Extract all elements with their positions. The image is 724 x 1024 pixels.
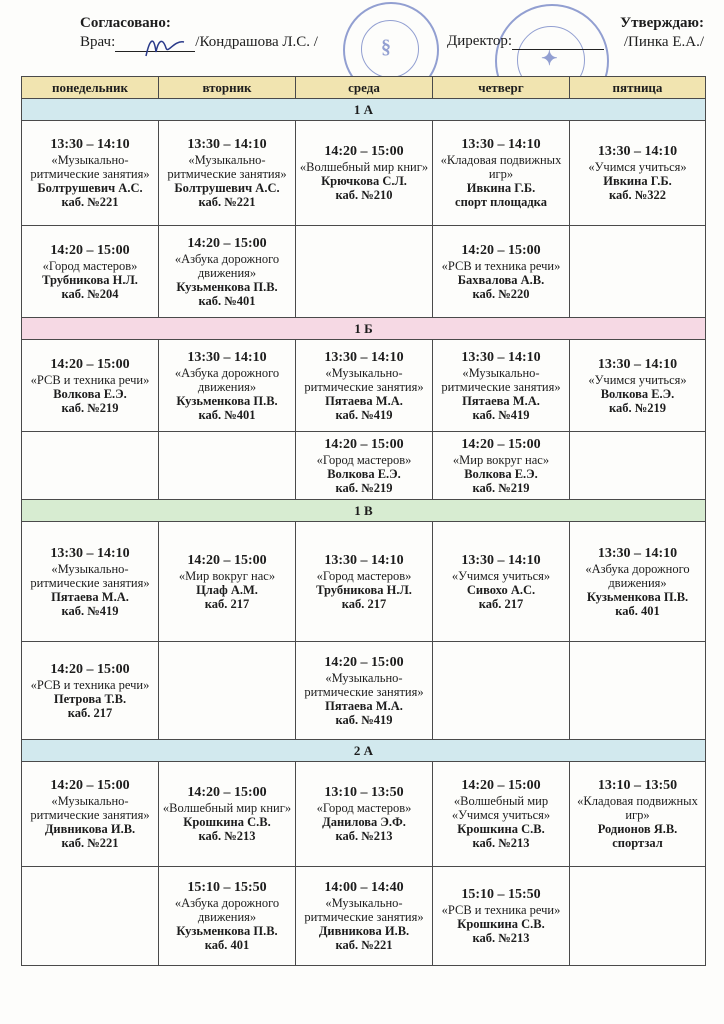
lesson-cell [22,522,159,642]
lesson-name: «Музыкально-ритмические занятия» [304,365,424,394]
lesson-cell [296,642,433,740]
lesson-name: «Музыкально-ритмические занятия» [30,153,150,181]
teacher-name: Кузьменкова П.В. [176,279,278,294]
room-number: каб. №221 [61,836,119,850]
lesson-name: «Волшебный мир книг» [162,801,292,815]
lesson-cell [570,762,706,867]
lesson-cell [22,121,159,226]
empty-cell [296,226,433,318]
lesson-time: 14:20 – 15:00 [187,235,267,251]
room-number: каб. №219 [61,400,119,415]
lesson-name: «Волшебный мир книг» [299,160,429,174]
room-number: каб. №213 [472,931,530,945]
teacher-name: Петрова Т.В. [53,691,127,706]
lesson-name: «Мир вокруг нас» [452,452,550,467]
teacher-name: Волкова Е.Э. [464,466,538,481]
lesson-cell [296,121,433,226]
schedule-row [22,762,706,867]
teacher-name: Ивкина Г.Б. [466,181,536,195]
room-number: каб. 217 [478,596,524,611]
teacher-name: Пятаева М.А. [325,393,403,408]
lesson-cell [296,762,433,867]
teacher-name: Трубникова Н.Л. [316,582,412,597]
approve-label: Утверждаю: [620,15,704,31]
day-header: пятница [570,77,706,99]
lesson-name: «РСВ и техника речи» [441,258,561,273]
director-line [447,33,604,50]
lesson-time: 14:20 – 15:00 [461,436,541,452]
lesson-time: 13:30 – 14:10 [187,137,267,152]
document-header [0,0,724,76]
lesson-time: 13:30 – 14:10 [461,349,541,365]
teacher-name: Кузьменкова П.В. [176,924,278,938]
empty-cell [22,432,159,500]
approve-block [620,14,704,52]
teacher-name: Родионов Я.В. [597,822,678,836]
director-label: Директор: [447,33,513,49]
room-number: каб. №219 [472,480,530,495]
lesson-name: «Кладовая подвижных игр» [577,794,698,822]
lesson-time: 13:30 – 14:10 [187,349,267,365]
room-number: каб. №419 [335,712,393,727]
teacher-name: Крючкова С.Л. [321,174,407,188]
lesson-name: «Волшебный мир «Учимся учиться» [451,794,551,822]
room-number: каб. №213 [335,829,393,843]
class-section-title: 1 В [22,500,706,522]
room-number: каб. №419 [61,603,119,618]
lesson-name: «Музыкально-ритмические занятия» [30,794,150,822]
agreed-label: Согласовано: [80,15,171,31]
lesson-cell [433,226,570,318]
lesson-cell [570,340,706,432]
lesson-time: 13:30 – 14:10 [324,552,404,568]
lesson-time: 13:10 – 13:50 [597,778,678,793]
lesson-name: «Кладовая подвижных игр» [440,153,562,181]
teacher-name: Волкова Е.Э. [327,466,401,481]
lesson-name: «Город мастеров» [42,258,138,273]
lesson-time: 14:20 – 15:00 [324,436,404,452]
room-number: каб. №204 [61,286,119,301]
lesson-time: 13:30 – 14:10 [597,545,678,561]
stamp-emblem-icon: § [381,36,391,58]
room-number: каб. 217 [341,596,387,611]
lesson-time: 13:30 – 14:10 [597,144,678,159]
lesson-time: 14:20 – 15:00 [324,144,404,159]
class-section-header [22,740,706,762]
director-signature-line [512,35,604,50]
lesson-time: 13:30 – 14:10 [597,356,678,372]
teacher-name: Волкова Е.Э. [53,386,127,401]
lesson-cell [570,121,706,226]
day-header: вторник [159,77,296,99]
lesson-name: «Азбука дорожного движения» [174,365,280,394]
teacher-name: Трубникова Н.Л. [42,272,138,287]
teacher-name: Пятаева М.А. [51,589,129,604]
teacher-name: Болтрушевич А.С. [37,181,143,195]
lesson-cell [433,762,570,867]
empty-cell [433,642,570,740]
room-number: каб. №220 [472,286,530,301]
lesson-time: 14:20 – 15:00 [187,785,267,800]
teacher-name: Цлаф А.М. [196,582,258,597]
lesson-cell [159,226,296,318]
doctor-label: Врач: [80,34,116,50]
day-header: понедельник [22,77,159,99]
teacher-name: Пятаева М.А. [462,393,540,408]
teacher-name: Волкова Е.Э. [600,386,675,401]
schedule-row [22,432,706,500]
lesson-name: «Город мастеров» [316,801,412,815]
lesson-name: «Музыкально-ритмические занятия» [304,670,424,699]
teacher-name: Крошкина С.В. [457,822,545,836]
room-number: каб. №322 [608,188,667,202]
teacher-name: Пятаева М.А. [325,698,403,713]
class-section-header [22,318,706,340]
teacher-name: Крошкина С.В. [183,815,271,829]
room-number: каб. №213 [198,829,256,843]
room-number: каб. 217 [204,596,250,611]
lesson-time: 13:30 – 14:10 [324,349,404,365]
lesson-name: «Азбука дорожного движения» [174,896,280,924]
schedule-table [21,76,706,966]
lesson-time: 14:20 – 15:00 [50,356,130,372]
lesson-name: «РСВ и техника речи» [30,677,150,692]
room-number: спортзал [612,836,663,850]
lesson-time: 15:10 – 15:50 [461,887,541,902]
day-header: среда [296,77,433,99]
lesson-cell [159,522,296,642]
room-number: каб. №401 [198,407,256,422]
room-number: каб. №219 [335,480,393,495]
lesson-time: 13:30 – 14:10 [50,545,130,561]
lesson-name: «Город мастеров» [316,568,412,583]
lesson-name: «РСВ и техника речи» [30,372,150,387]
lesson-cell [296,522,433,642]
teacher-name: Дивникова И.В. [318,924,410,938]
room-number: каб. №221 [61,195,119,209]
lesson-cell [296,867,433,966]
empty-cell [570,867,706,966]
lesson-name: «Азбука дорожного движения» [174,251,280,280]
lesson-cell [296,432,433,500]
lesson-cell [159,867,296,966]
lesson-cell [433,121,570,226]
schedule-row [22,642,706,740]
lesson-time: 14:20 – 15:00 [50,242,130,258]
empty-cell [159,642,296,740]
doctor-signature [140,32,190,62]
class-section-title: 1 Б [22,318,706,340]
room-number: каб. №213 [472,836,530,850]
days-header-row [22,77,706,99]
lesson-time: 14:00 – 14:40 [324,880,404,895]
lesson-time: 14:20 – 15:00 [187,552,267,568]
room-number: каб. №221 [198,195,256,209]
stamp-emblem-icon: ✦ [541,48,558,70]
lesson-name: «Азбука дорожного движения» [585,561,690,590]
lesson-time: 14:20 – 15:00 [461,778,541,793]
agreed-block [80,14,318,52]
lesson-time: 13:30 – 14:10 [461,137,541,152]
empty-cell [570,432,706,500]
class-section-title: 1 А [22,99,706,121]
lesson-cell [22,340,159,432]
teacher-name: Сивохо А.С. [466,582,536,597]
lesson-name: «Город мастеров» [316,452,412,467]
lesson-name: «Мир вокруг нас» [178,568,276,583]
teacher-name: Кузьменкова П.В. [176,393,278,408]
lesson-cell [433,522,570,642]
lesson-time: 15:10 – 15:50 [187,880,267,895]
lesson-time: 14:20 – 15:00 [50,661,130,677]
room-number: каб. 401 [615,603,660,618]
empty-cell [22,867,159,966]
class-section-header [22,500,706,522]
empty-cell [570,642,706,740]
class-section-header [22,99,706,121]
room-number: каб. №219 [608,400,667,415]
doctor-name: /Кондрашова Л.С. / [195,34,318,50]
empty-cell [570,226,706,318]
lesson-name: «Учимся учиться» [588,160,687,174]
schedule-row [22,121,706,226]
teacher-name: Бахвалова А.В. [457,272,545,287]
room-number: каб. 217 [67,705,113,720]
lesson-cell [570,522,706,642]
room-number: каб. №419 [472,407,530,422]
lesson-cell [433,867,570,966]
lesson-cell [22,762,159,867]
lesson-name: «Музыкально-ритмические занятия» [167,153,287,181]
schedule-row [22,226,706,318]
schedule-row [22,340,706,432]
lesson-cell [159,340,296,432]
class-section-title: 2 А [22,740,706,762]
lesson-cell [159,121,296,226]
room-number: каб. №221 [335,938,393,952]
lesson-name: «Учимся учиться» [588,372,687,387]
schedule-row [22,867,706,966]
lesson-name: «Музыкально-ритмические занятия» [441,365,561,394]
teacher-name: Крошкина С.В. [457,917,545,931]
room-number: спорт площадка [455,195,547,209]
lesson-time: 13:30 – 14:10 [461,552,541,568]
lesson-time: 13:30 – 14:10 [50,137,130,152]
lesson-name: «Учимся учиться» [451,568,551,583]
lesson-cell [22,642,159,740]
lesson-cell [296,340,433,432]
room-number: каб. №419 [335,407,393,422]
lesson-cell [159,762,296,867]
lesson-time: 14:20 – 15:00 [324,654,404,670]
lesson-time: 13:10 – 13:50 [324,785,404,800]
teacher-name: Кузьменкова П.В. [586,589,689,604]
empty-cell [159,432,296,500]
lesson-cell [433,340,570,432]
lesson-time: 14:20 – 15:00 [50,778,130,793]
room-number: каб. 401 [204,938,250,952]
teacher-name: Болтрушевич А.С. [174,181,280,195]
lesson-name: «Музыкально-ритмические занятия» [304,896,424,924]
director-name: /Пинка Е.А./ [623,34,704,50]
day-header: четверг [433,77,570,99]
lesson-name: «РСВ и техника речи» [441,903,561,917]
teacher-name: Данилова Э.Ф. [322,815,406,829]
lesson-cell [22,226,159,318]
schedule-row [22,522,706,642]
room-number: каб. №210 [335,188,393,202]
lesson-name: «Музыкально-ритмические занятия» [30,561,150,590]
room-number: каб. №401 [198,293,256,308]
doctor-line [80,33,318,52]
lesson-time: 14:20 – 15:00 [461,242,541,258]
teacher-name: Ивкина Г.Б. [603,174,672,188]
lesson-cell [433,432,570,500]
teacher-name: Дивникова И.В. [44,822,136,836]
